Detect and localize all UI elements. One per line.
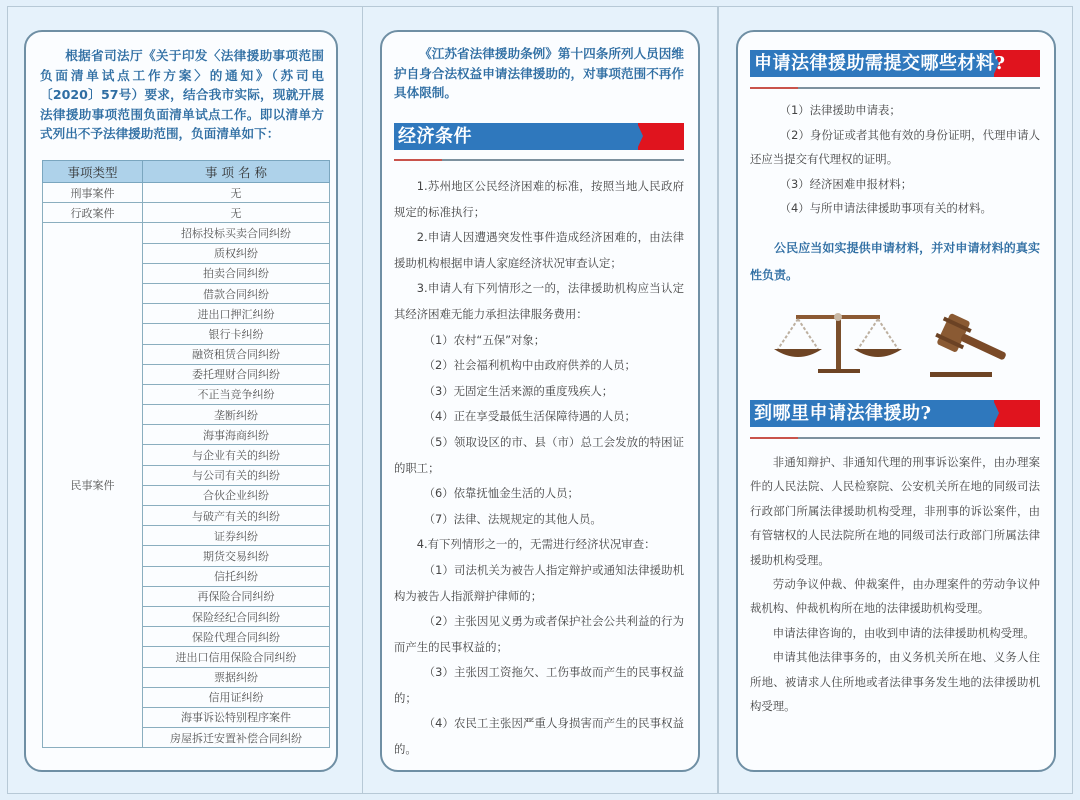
economic-paragraph: （7）法律、法规规定的其他人员。: [423, 511, 602, 526]
economic-conditions-panel: [380, 30, 700, 772]
notice-block: [750, 235, 1040, 289]
application-info-panel: [736, 30, 1056, 772]
economic-paragraph: 3.申请人有下列情形之一的，法律援助机构应当认定其经济困难无能力承担法律服务费用：: [394, 281, 684, 321]
case-item-cell: 期货交易纠纷: [143, 546, 330, 566]
banner-red-tab: [994, 400, 1040, 427]
case-type-cell: 行政案件: [43, 203, 143, 223]
column-header-name: 事 项 名 称: [143, 161, 330, 183]
banner-red-tab: [638, 123, 684, 150]
economic-paragraph: （2）社会福利机构中由政府供养的人员；: [423, 358, 636, 373]
economic-paragraph: 2.申请人因遭遇突发性事件造成经济困难的，由法律援助机构根据申请人家庭经济状况审查认定；: [394, 230, 684, 270]
case-type-cell: 民事案件: [43, 223, 143, 748]
material-item: （3）经济困难申报材料；: [779, 176, 913, 191]
economic-paragraph: （1）农村“五保”对象；: [423, 332, 546, 347]
case-item-cell: 融资租赁合同纠纷: [143, 344, 330, 364]
case-item-cell: 与破产有关的纠纷: [143, 506, 330, 526]
section-banner-materials: [750, 50, 1040, 77]
case-item-cell: 银行卡纠纷: [143, 324, 330, 344]
negative-list-panel: [24, 30, 338, 772]
table-row: [43, 183, 330, 203]
case-item-cell: 信用证纠纷: [143, 687, 330, 707]
case-item-cell: 票据纠纷: [143, 667, 330, 687]
regulation-intro: 《江苏省法律援助条例》第十四条所列人员因维护自身合法权益申请法律援助的，对事项范围不再作具体限制。: [394, 46, 684, 100]
materials-list: [750, 98, 1040, 221]
case-item-cell: 进出口押汇纠纷: [143, 304, 330, 324]
section-banner-economic: [394, 123, 684, 150]
case-type-cell: 刑事案件: [43, 183, 143, 203]
where-paragraph: 申请其他法律事务的，由义务机关所在地、义务人住所地、被请求人住所地或者法律事务发生地的法律援助机构受理。: [750, 650, 1040, 714]
case-item-cell: 委托理财合同纠纷: [143, 364, 330, 384]
case-item-cell: 与公司有关的纠纷: [143, 465, 330, 485]
gavel-icon: [928, 310, 1018, 380]
table-row: [43, 223, 330, 243]
section-title-economic: 经济条件: [398, 126, 472, 147]
case-item-cell: 信托纠纷: [143, 566, 330, 586]
economic-paragraph: （4）农民工主张因严重人身损害而产生的民事权益的。: [394, 716, 684, 757]
case-item-cell: 保险代理合同纠纷: [143, 627, 330, 647]
case-item-cell: 招标投标买卖合同纠纷: [143, 223, 330, 243]
economic-paragraph: 4.有下列情形之一的，无需进行经济状况审查：: [416, 537, 656, 552]
column-header-type: 事项类型: [43, 161, 143, 183]
case-item-cell: 拍卖合同纠纷: [143, 263, 330, 283]
section-divider: [750, 87, 1040, 89]
economic-paragraph: （4）正在享受最低生活保障待遇的人员；: [423, 409, 636, 424]
economic-paragraph: （3）主张因工资拖欠、工伤事故而产生的民事权益的；: [394, 665, 684, 705]
economic-paragraph: 1.苏州地区公民经济困难的标准，按照当地人民政府规定的标准执行；: [394, 179, 684, 219]
economic-paragraph: （3）无固定生活来源的重度残疾人；: [423, 383, 614, 398]
case-item-cell: 质权纠纷: [143, 243, 330, 263]
material-item: （4）与所申请法律援助事项有关的材料。: [779, 201, 992, 215]
where-paragraph: 非通知辩护、非通知代理的刑事诉讼案件，由办理案件的人民法院、人民检察院、公安机关所在地的同级司法行政部门所属法律援助机构受理，非刑事的诉讼案件，由有管辖权的人民法院所在地的同级司法行政部门所属法律援助机构受理。: [750, 455, 1040, 567]
where-paragraph: 劳动争议仲裁、仲裁案件，由办理案件的劳动争议仲裁机构、仲裁机构所在地的法律援助机构受理。: [750, 577, 1040, 616]
truthfulness-notice: 公民应当如实提供申请材料，并对申请材料的真实性负责。: [750, 241, 1040, 282]
economic-paragraph: （1）司法机关为被告人指定辩护或通知法律援助机构为被告人指派辩护律师的；: [394, 562, 684, 603]
economic-paragraph: （6）依靠抚恤金生活的人员；: [423, 486, 579, 501]
case-item-cell: 与企业有关的纠纷: [143, 445, 330, 465]
negative-list-intro: 根据省司法厅《关于印发〈法律援助事项范围负面清单试点工作方案〉的通知》（苏司电〔2020〕57号）要求，结合我市实际，现就开展法律援助事项范围负面清单试点工作。即以清单方式列出不予法律援助范围，负面清单如下：: [40, 48, 324, 141]
case-item-cell: 无: [143, 183, 330, 203]
economic-conditions-text: [394, 174, 684, 763]
economic-paragraph: （5）领取设区的市、县（市）总工会发放的特困证的职工；: [394, 434, 684, 475]
negative-list-table: [42, 160, 330, 748]
section-banner-where: [750, 400, 1040, 427]
case-item-cell: 无: [143, 203, 330, 223]
case-item-cell: 垄断纠纷: [143, 405, 330, 425]
negative-list-body: [43, 183, 330, 748]
case-item-cell: 借款合同纠纷: [143, 283, 330, 303]
case-item-cell: 海事海商纠纷: [143, 425, 330, 445]
section-divider: [750, 437, 1040, 439]
table-row: [43, 203, 330, 223]
material-item: （2）身份证或者其他有效的身份证明，代理申请人还应当提交有代理权的证明。: [750, 127, 1040, 166]
where-paragraph: 申请法律咨询的，由收到申请的法律援助机构受理。: [772, 625, 1035, 640]
case-item-cell: 合伙企业纠纷: [143, 485, 330, 505]
section-title-where: 到哪里申请法律援助?: [754, 403, 932, 424]
where-to-apply-text: [750, 450, 1040, 718]
case-item-cell: 房屋拆迁安置补偿合同纠纷: [143, 728, 330, 748]
section-divider: [394, 159, 684, 161]
case-item-cell: 不正当竞争纠纷: [143, 384, 330, 404]
gavel-illustration: [928, 310, 1018, 380]
case-item-cell: 海事诉讼特别程序案件: [143, 707, 330, 727]
case-item-cell: 证券纠纷: [143, 526, 330, 546]
section-title-materials: 申请法律援助需提交哪些材料?: [754, 53, 1006, 74]
case-item-cell: 保险经纪合同纠纷: [143, 606, 330, 626]
material-item: （1）法律援助申请表；: [779, 103, 901, 117]
case-item-cell: 再保险合同纠纷: [143, 586, 330, 606]
case-item-cell: 进出口信用保险合同纠纷: [143, 647, 330, 667]
economic-paragraph: （2）主张因见义勇为或者保护社会公共利益的行为而产生的民事权益的；: [394, 614, 684, 654]
